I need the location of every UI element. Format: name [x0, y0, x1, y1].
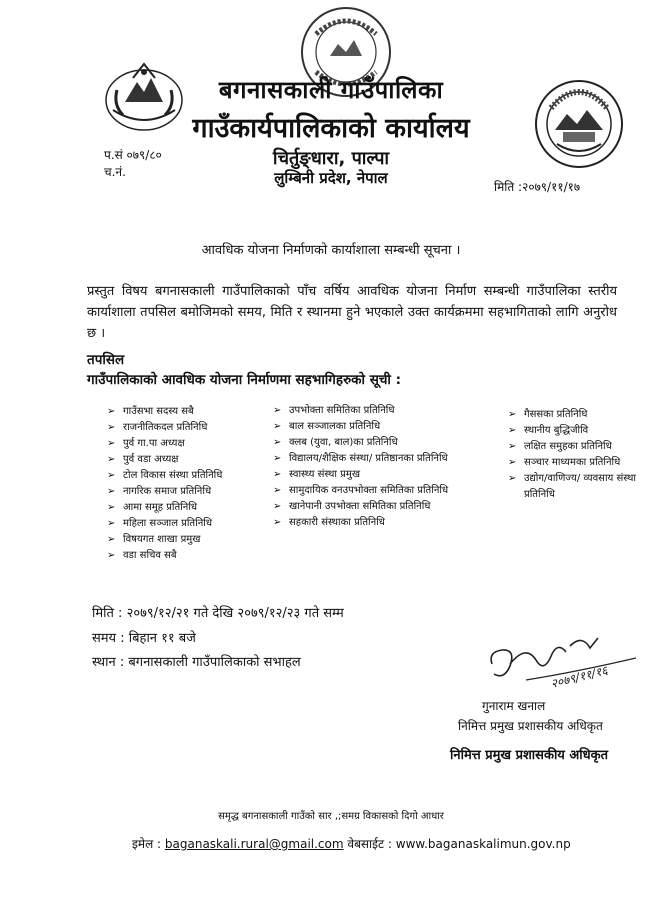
footer-contact: [132, 835, 571, 852]
list-item: ➢ स्वास्थ्य संस्था प्रमुख: [273, 467, 503, 483]
section-title: तपसिल: [87, 352, 125, 368]
participants-column-2: [273, 403, 503, 531]
signature-image: [486, 624, 646, 702]
list-item: ➢ विद्यालय/शैक्षिक संस्था/ प्रतिष्ठानका प्रतिनिधि: [273, 451, 503, 467]
letter-date: मिति :२०७९/११/१७: [494, 180, 581, 194]
participants-column-1: [107, 404, 272, 564]
arrow-bullet-icon: ➢: [273, 437, 282, 448]
arrow-bullet-icon: ➢: [107, 486, 116, 497]
participants-column-3: [508, 407, 648, 503]
arrow-bullet-icon: ➢: [107, 550, 116, 561]
signatory-name: गुनाराम खनाल: [482, 699, 546, 713]
signatory-designation: निमित्त प्रमुख प्रशासकीय अधिकृत: [458, 719, 603, 733]
participant-list-title: गाउँपालिकाको आवधिक योजना निर्माणमा सहभागिहरुको सूची :: [87, 372, 402, 388]
arrow-bullet-icon: ➢: [273, 453, 282, 464]
list-item: ➢ महिला सञ्जाल प्रतिनिधि: [107, 516, 272, 532]
arrow-bullet-icon: ➢: [273, 405, 282, 416]
arrow-bullet-icon: ➢: [107, 422, 116, 433]
arrow-bullet-icon: ➢: [107, 454, 116, 465]
footer-slogan: समृद्ध बगनासकाली गाउँको सार ,;समग्र विकासको दिगो आधार: [218, 811, 444, 822]
list-item: ➢ क्लब (युवा, बाल)का प्रतिनिधि: [273, 435, 503, 451]
arrow-bullet-icon: ➢: [508, 409, 517, 420]
list-item: ➢ सहकारी संस्थाका प्रतिनिधि: [273, 515, 503, 531]
list-item: ➢ सञ्चार माध्यमका प्रतिनिधि: [508, 455, 648, 471]
list-item: ➢ राजनीतिकदल प्रतिनिधि: [107, 420, 272, 436]
arrow-bullet-icon: ➢: [273, 485, 282, 496]
list-item: ➢ स्थानीय बुद्धिजीवि: [508, 423, 648, 439]
arrow-bullet-icon: ➢: [107, 502, 116, 513]
list-item: ➢ बाल सञ्जालका प्रतिनिधि: [273, 419, 503, 435]
website-label: वेबसाईट :: [347, 837, 392, 851]
arrow-bullet-icon: ➢: [107, 470, 116, 481]
subject-line: आवधिक योजना निर्माणको कार्याशाला सम्बन्धी सूचना ।: [201, 243, 461, 258]
list-item: ➢ विषयगत शाखा प्रमुख: [107, 532, 272, 548]
office-name: गाउँकार्यपालिकाको कार्यालय: [192, 113, 470, 144]
list-item: ➢ लक्षित समुहका प्रतिनिधि: [508, 439, 648, 455]
list-item: ➢ खानेपानी उपभोक्ता समितिका प्रतिनिधि: [273, 499, 503, 515]
arrow-bullet-icon: ➢: [508, 425, 517, 436]
email-label: इमेल :: [132, 837, 162, 851]
list-item: ➢ नागरिक समाज प्रतिनिधि: [107, 484, 272, 500]
email-link[interactable]: baganaskali.rural@gmail.com: [164, 837, 344, 851]
arrow-bullet-icon: ➢: [273, 517, 282, 528]
office-address: चिर्तुङ्धारा, पाल्पा: [272, 148, 390, 169]
signature-date: २०७९/११/१६: [549, 663, 610, 691]
org-name: बगनासकाली गाउँपालिका: [218, 76, 444, 104]
office-province: लुम्बिनी प्रदेश, नेपाल: [274, 169, 388, 187]
list-item: ➢ उपभोक्ता समितिका प्रतिनिधि: [273, 403, 503, 419]
arrow-bullet-icon: ➢: [107, 438, 116, 449]
list-item: ➢ पुर्व गा.पा अध्यक्ष: [107, 436, 272, 452]
list-item: ➢ आमा समूह प्रतिनिधि: [107, 500, 272, 516]
event-time: समय : बिहान ११ बजे: [92, 631, 196, 646]
arrow-bullet-icon: ➢: [508, 473, 517, 484]
website-link[interactable]: www.baganaskalimun.gov.np: [395, 837, 571, 851]
body-paragraph: प्रस्तुत विषय बगनासकाली गाउँपालिकाको पाँच वर्षिय आवधिक योजना निर्माण सम्बन्धी गाउँपालिका स्तरीय कार्याशाला तपसिल बमोजिमको समय, मिति र स्थानमा हुने भएकाले उक्त कार्यक्रममा सहभागिताको लागि अनुरोध छ ।: [87, 284, 617, 341]
list-item: ➢ गैससका प्रतिनिधि: [508, 407, 648, 423]
arrow-bullet-icon: ➢: [273, 469, 282, 480]
list-item: ➢ उद्योग/वाणिज्य/ व्यवसाय संस्था प्रतिनिधि: [508, 473, 636, 500]
arrow-bullet-icon: ➢: [508, 441, 517, 452]
arrow-bullet-icon: ➢: [508, 457, 517, 468]
list-item: ➢ गाउँसभा सदस्य सबै: [107, 404, 272, 420]
event-venue: स्थान : बगनासकाली गाउँपालिकाको सभाहल: [92, 655, 301, 670]
designation-stamp: निमित्त प्रमुख प्रशासकीय अधिकृत: [450, 748, 609, 763]
arrow-bullet-icon: ➢: [273, 421, 282, 432]
arrow-bullet-icon: ➢: [273, 501, 282, 512]
arrow-bullet-icon: ➢: [107, 518, 116, 529]
event-date: मिति : २०७९/१२/२१ गते देखि २०७९/१२/२३ गते सम्म: [92, 606, 344, 621]
list-item: ➢ पुर्व वडा अध्यक्ष: [107, 452, 272, 468]
arrow-bullet-icon: ➢: [107, 534, 116, 545]
list-item: ➢ सामुदायिक वनउपभोक्ता समितिका प्रतिनिधि: [273, 483, 503, 499]
list-item: ➢ वडा सचिव सबै: [107, 548, 272, 564]
list-item: ➢ टोल विकास संस्था प्रतिनिधि: [107, 468, 272, 484]
reference-number: प.सं ०७९/८०: [104, 148, 162, 162]
dispatch-number: च.नं.: [104, 165, 126, 179]
arrow-bullet-icon: ➢: [107, 406, 116, 417]
